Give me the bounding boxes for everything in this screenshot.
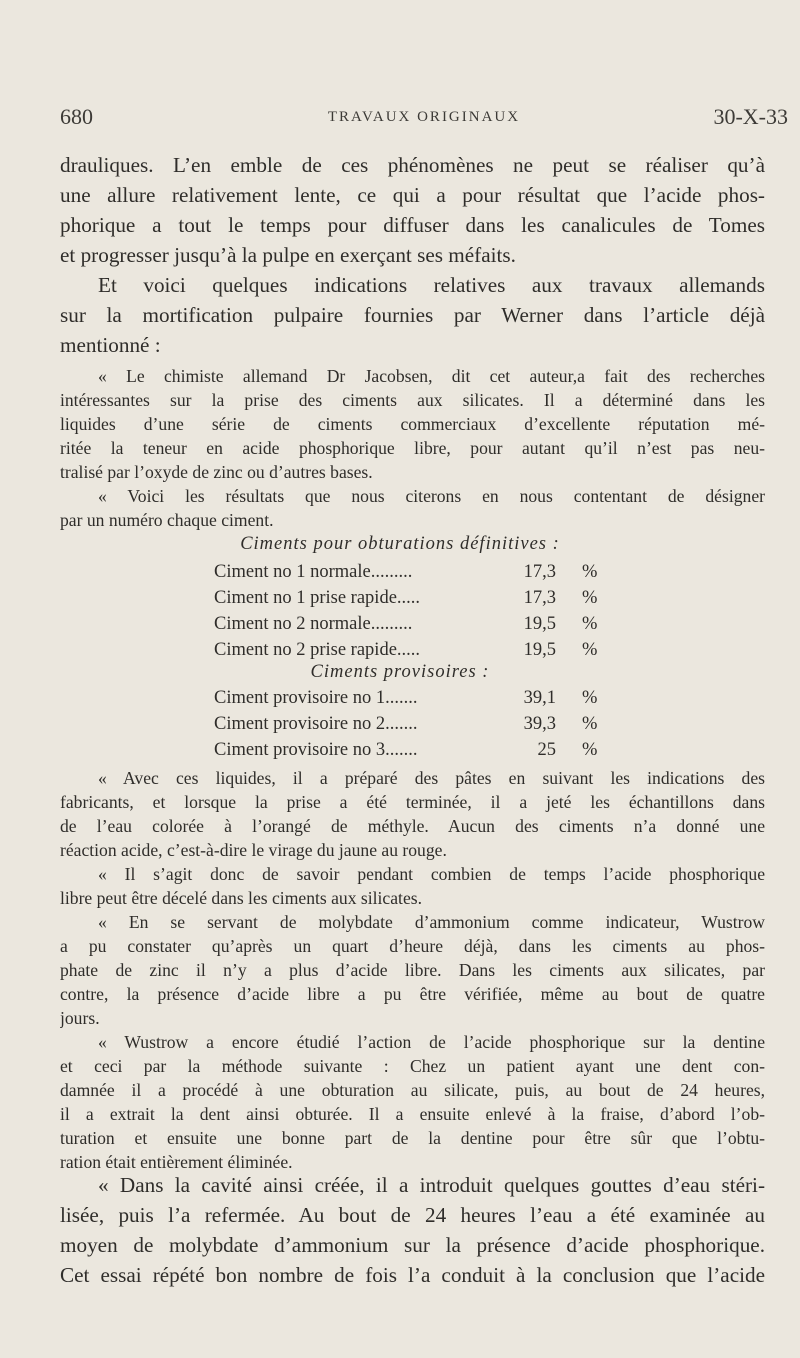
table-row xyxy=(214,688,634,714)
text-line: phorique a tout le temps pour diffuser dans les canalicules de Tomes xyxy=(60,213,765,237)
text-line: « Voici les résultats que nous citerons en nous contentant de désigner xyxy=(98,486,765,506)
text-line: intéressantes sur la prise des ciments aux silicates. Il a déterminé dans les xyxy=(60,390,765,410)
text-line: « Le chimiste allemand Dr Jacobsen, dit cet auteur,a fait des recherches xyxy=(98,366,765,386)
text-line: ritée la teneur en acide phosphorique libre, pour autant qu’il n’est pas neu- xyxy=(60,438,765,458)
table-row xyxy=(214,714,634,740)
row-label: Ciment provisoire no 3....... xyxy=(214,740,418,760)
text-line: « Avec ces liquides, il a préparé des pâtes en suivant les indications des xyxy=(98,768,765,788)
text-line: jours. xyxy=(60,1008,100,1028)
text-line: tralisé par l’oxyde de zinc ou d’autres bases. xyxy=(60,462,373,482)
text-line: fabricants, et lorsque la prise a été terminée, il a jeté les échantillons dans xyxy=(60,792,765,812)
text-line: par un numéro chaque ciment. xyxy=(60,510,274,530)
page-number: 680 xyxy=(60,104,93,129)
row-value: 25 xyxy=(537,740,556,760)
text-line: sur la mortification pulpaire fournies par Werner dans l’article déjà xyxy=(60,303,765,327)
row-unit: % xyxy=(582,614,598,634)
table-heading-provisional: Ciments provisoires : xyxy=(310,662,490,682)
quote-paragraph-1 xyxy=(60,364,765,484)
text-line: liquides d’une série de ciments commerciaux d’excellente réputation mé- xyxy=(60,414,765,434)
text-line: turation et ensuite une bonne part de la dentine pour être sûr que l’obtu- xyxy=(60,1128,765,1148)
row-label: Ciment no 2 normale......... xyxy=(214,614,413,634)
row-value: 17,3 xyxy=(523,562,556,582)
running-title: TRAVAUX ORIGINAUX xyxy=(327,109,521,125)
row-unit: % xyxy=(582,562,598,582)
row-value: 39,1 xyxy=(523,688,556,708)
text-line: mentionné : xyxy=(60,333,161,357)
row-unit: % xyxy=(582,714,598,734)
text-line: réaction acide, c’est-à-dire le virage du jaune au rouge. xyxy=(60,840,447,860)
text-line: Et voici quelques indications relatives aux travaux allemands xyxy=(98,273,765,297)
text-line: « En se servant de molybdate d’ammonium comme indicateur, Wustrow xyxy=(98,912,765,932)
row-label: Ciment provisoire no 1....... xyxy=(214,688,418,708)
quote-paragraph-4 xyxy=(60,1170,765,1290)
row-label: Ciment no 1 prise rapide..... xyxy=(214,588,421,608)
row-label: Ciment no 2 prise rapide..... xyxy=(214,640,421,660)
row-value: 19,5 xyxy=(523,640,556,660)
table-row xyxy=(214,562,634,588)
table-heading-definitive: Ciments pour obturations définitives : xyxy=(240,534,560,554)
table-row xyxy=(214,588,634,614)
text-line: il a extrait la dent ainsi obturée. Il a ensuite enlevé à la fraise, d’abord l’ob- xyxy=(60,1104,765,1124)
row-value: 19,5 xyxy=(523,614,556,634)
header-date: 30-X-33 xyxy=(713,104,788,129)
text-line: Cet essai répété bon nombre de fois l’a conduit à la conclusion que l’acide xyxy=(60,1263,765,1287)
paragraph-2 xyxy=(60,270,765,360)
text-line: de l’eau colorée à l’orangé de méthyle. Aucun des ciments n’a donné une xyxy=(60,816,765,836)
text-line: et progresser jusqu’à la pulpe en exerçant ses méfaits. xyxy=(60,243,516,267)
text-line: phate de zinc il n’y a plus d’acide libre. Dans les ciments aux silicates, par xyxy=(60,960,765,980)
row-label: Ciment provisoire no 2....... xyxy=(214,714,418,734)
row-unit: % xyxy=(582,740,598,760)
row-unit: % xyxy=(582,640,598,660)
table-row xyxy=(214,614,634,640)
quote-paragraph-3 xyxy=(60,766,765,1174)
row-unit: % xyxy=(582,688,598,708)
row-value: 17,3 xyxy=(523,588,556,608)
text-line: libre peut être décelé dans les ciments aux silicates. xyxy=(60,888,422,908)
text-line: « Il s’agit donc de savoir pendant combien de temps l’acide phosphorique xyxy=(98,864,765,884)
text-line: lisée, puis l’a refermée. Au bout de 24 heures l’eau a été examinée au xyxy=(60,1203,765,1227)
table-row xyxy=(214,740,634,766)
text-line: ration était entièrement éliminée. xyxy=(60,1152,293,1172)
quote-paragraph-2 xyxy=(60,484,765,532)
text-line: « Dans la cavité ainsi créée, il a introduit quelques gouttes d’eau stéri- xyxy=(98,1173,765,1197)
text-line: moyen de molybdate d’ammonium sur la présence d’acide phosphorique. xyxy=(60,1233,765,1257)
row-label: Ciment no 1 normale......... xyxy=(214,562,413,582)
text-line: et ceci par la méthode suivante : Chez un patient ayant une dent con- xyxy=(60,1056,765,1076)
paragraph-1 xyxy=(60,150,765,270)
text-line: contre, la présence d’acide libre a pu être vérifiée, même au bout de quatre xyxy=(60,984,765,1004)
row-value: 39,3 xyxy=(523,714,556,734)
text-line: a pu constater qu’après un quart d’heure déjà, dans les ciments au phos- xyxy=(60,936,765,956)
text-line: drauliques. L’en emble de ces phénomènes ne peut se réaliser qu’à xyxy=(60,153,765,177)
text-line: « Wustrow a encore étudié l’action de l’acide phosphorique sur la dentine xyxy=(98,1032,765,1052)
text-line: une allure relativement lente, ce qui a pour résultat que l’acide phos- xyxy=(60,183,765,207)
row-unit: % xyxy=(582,588,598,608)
text-line: damnée il a procédé à une obturation au silicate, puis, au bout de 24 heures, xyxy=(60,1080,765,1100)
page-header xyxy=(60,104,788,134)
